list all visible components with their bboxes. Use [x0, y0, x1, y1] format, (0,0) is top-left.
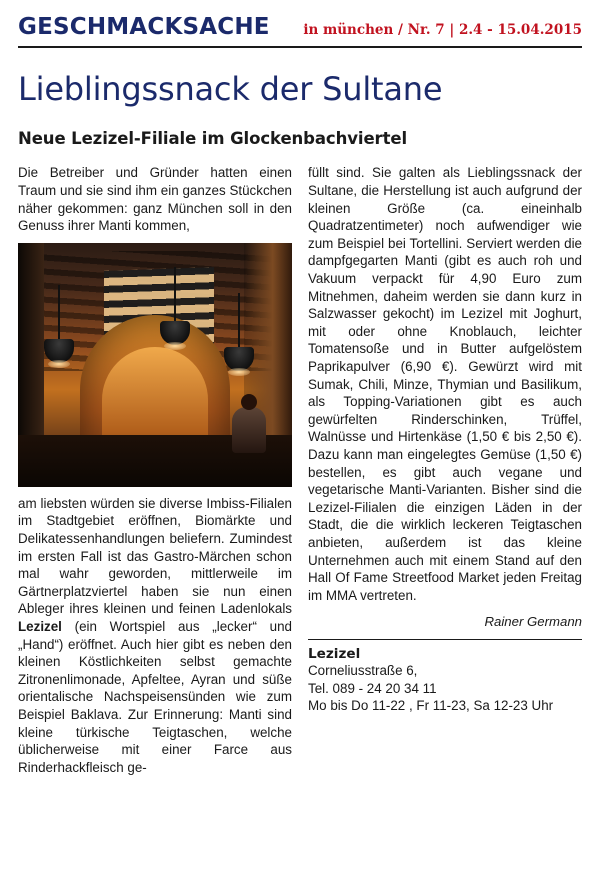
issue-info: in münchen / Nr. 7 | 2.4 - 15.04.2015	[303, 22, 582, 38]
info-box-phone: Tel. 089 - 24 20 34 11	[308, 680, 437, 696]
info-box	[308, 639, 582, 715]
left-paragraph-1: Die Betreiber und Gründer hatten einen Traum und sie sind ihm ein ganzes Stückchen näher gekommen: ganz München soll in den Genuss ihrer Manti kommen,	[18, 165, 292, 234]
page-subtitle: Neue Lezizel-Filiale im Glockenbachviertel	[18, 129, 408, 149]
right-paragraph-1: füllt sind. Sie galten als Lieblingssnack der Sultane, die Herstellung ist auch aufgrund der kleinen Größe (ca. eineinhalb Quadratzentimeter) noch aufwendiger wie zum Beispiel bei Tortellini. Serviert werden die dampfgegarten Manti (gibt es auch roh und Vakuum verpackt für 4,90 Euro zum Mitnehmen, daheim werden sie dann kurz in Salzwasser gekocht) im Lezizel mit Joghurt, mit oder ohne Knoblauch, leichter Tomatensoße und in Butter aufgelöstem Paprikapulver (6,90 €). Gewürzt wird mit Sumak, Chili, Minze, Thymian und Basilikum, als Topping-Variationen gibt es auch gewürfelten Rinderschinken, Trüffel, Walnüsse und Hirtenkäse (1,50 € bis 2,50 €). Dazu kann man eingelegtes Gemüse (1,50 €) bestellen, es gibt auch vegane und vegetarische Manti-Varianten. Bisher sind die Lezizel-Filialen die einzigen Läden in der Stadt, die die wirklich leckeren Teigtaschen anbieten, außerdem ist das kleine Unternehmen auch mit einem Stand auf den Hall Of Fame Streetfood Market jeden Freitag im MMA vertreten.	[308, 165, 582, 603]
left-paragraph-2-start: am liebsten würden sie diverse Imbiss-Filialen im Stadtgebiet eröffnen, Biomärkte und Delikatessenhandlungen beliefern. Zumindest im ersten Fall ist das Gastro-Märchen schon mal wahr geworden, mittlerweile im Gärtnerplatzviertel haben sie nun einen Ableger ihres kleinen und feinen Ladenlokals	[18, 495, 292, 617]
info-box-hours: Mo bis Do 11-22 , Fr 11-23, Sa 12-23 Uhr	[308, 698, 554, 714]
masthead	[18, 14, 582, 48]
left-paragraph-2	[18, 495, 292, 777]
info-box-name: Lezizel	[308, 646, 361, 663]
article-author: Rainer Germann	[484, 614, 582, 630]
photo-person	[232, 407, 266, 453]
article-body	[18, 164, 582, 776]
left-paragraph-2-end: (ein Wortspiel aus „lecker“ und „Hand“) eröffnet. Auch hier gibt es neben den kleinen Köstlichkeiten selbst gemachte Zitronenlimonade, Apfeltee, Ayran und süße orientalische Nachspeisensünden wie zum Beispiel Baklava. Zur Erinnerung: Manti sind kleine türkische Teigtaschen, welche üblicherweise mit einer Farce aus Rinderhackfleisch ge-	[18, 618, 292, 775]
page-title: Lieblingssnack der Sultane	[18, 70, 443, 108]
left-column	[18, 164, 292, 776]
section-title: GESCHMACKSACHE	[18, 14, 270, 40]
restaurant-interior-photo	[18, 243, 292, 487]
info-box-address: Corneliusstraße 6,	[308, 663, 418, 679]
brand-name: Lezizel	[18, 618, 62, 634]
right-column	[308, 164, 582, 776]
